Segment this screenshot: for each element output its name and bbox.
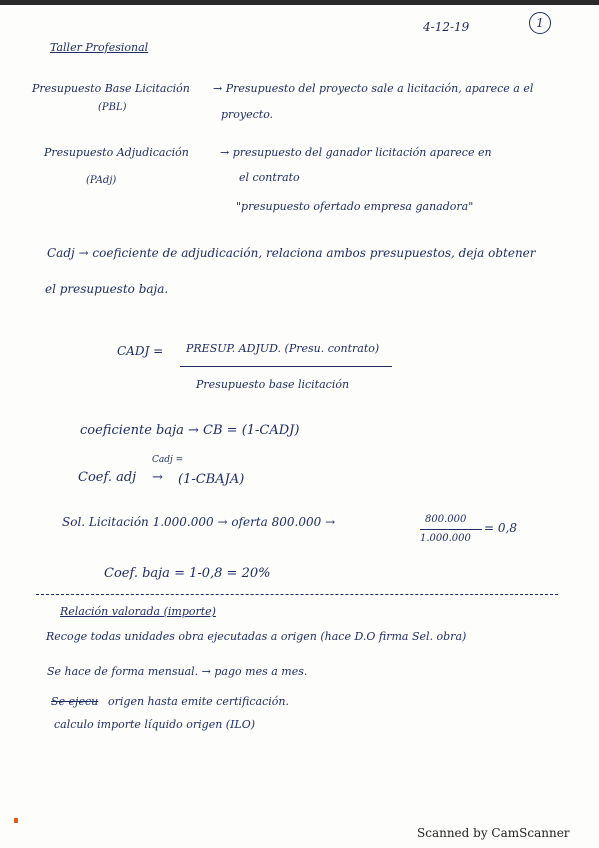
cadj-definition: Cadj → coeficiente de adjudicación, relaciona ambos presupuestos, deja obtener: [47, 246, 536, 260]
page-title: Taller Profesional: [50, 41, 149, 54]
pbl-term: Presupuesto Base Licitación: [32, 82, 190, 95]
example-result: = 0,8: [484, 521, 517, 535]
example-denominator: 1.000.000: [420, 533, 471, 544]
relacion-strikethrough: Se ejecu: [51, 695, 99, 708]
cadj-definition-cont: el presupuesto baja.: [45, 282, 169, 296]
padj-abbreviation: (PAdj): [86, 175, 117, 186]
padj-definition-cont: el contrato: [239, 171, 300, 184]
page-top-edge: [0, 0, 599, 5]
date: 4-12-19: [423, 20, 470, 34]
formula-numerator: PRESUP. ADJUD. (Presu. contrato): [186, 342, 380, 355]
fraction-bar: [180, 366, 392, 367]
relacion-line-4: calculo importe líquido origen (ILO): [54, 718, 256, 731]
formula-denominator: Presupuesto base licitación: [196, 378, 350, 391]
scanner-watermark: Scanned by CamScanner: [417, 826, 570, 840]
relacion-heading: Relación valorada (importe): [60, 605, 216, 618]
formula-lhs: CADJ =: [117, 344, 164, 358]
coef-baja-formula: coeficiente baja → CB = (1-CADJ): [80, 423, 300, 438]
relacion-line-3: origen hasta emite certificación.: [108, 695, 289, 708]
example-numerator: 800.000: [425, 514, 467, 525]
padj-term: Presupuesto Adjudicación: [44, 146, 189, 159]
coef-adj-value: (1-CBAJA): [178, 472, 245, 487]
padj-quote: "presupuesto ofertado empresa ganadora": [236, 200, 474, 213]
coef-baja-result: Coef. baja = 1-0,8 = 20%: [104, 566, 271, 581]
coef-adj-superscript: Cadj =: [152, 455, 184, 465]
relacion-line-2: Se hace de forma mensual. → pago mes a mes.: [47, 665, 308, 678]
padj-definition: → presupuesto del ganador licitación aparece en: [220, 146, 492, 159]
separator-line: [36, 594, 558, 595]
pbl-abbreviation: (PBL): [98, 102, 127, 113]
page-number: 1: [529, 12, 551, 34]
coef-adj-label: Coef. adj: [78, 470, 137, 485]
pbl-definition-cont: proyecto.: [221, 108, 274, 121]
example-fraction-bar: [420, 529, 482, 530]
relacion-line-1: Recoge todas unidades obra ejecutadas a origen (hace D.O firma Sel. obra): [46, 630, 467, 643]
arrow-icon: →: [152, 470, 163, 485]
example-text: Sol. Licitación 1.000.000 → oferta 800.000 →: [62, 515, 336, 529]
corner-mark: [14, 818, 18, 823]
pbl-definition: → Presupuesto del proyecto sale a licitación, aparece a el: [213, 82, 534, 95]
